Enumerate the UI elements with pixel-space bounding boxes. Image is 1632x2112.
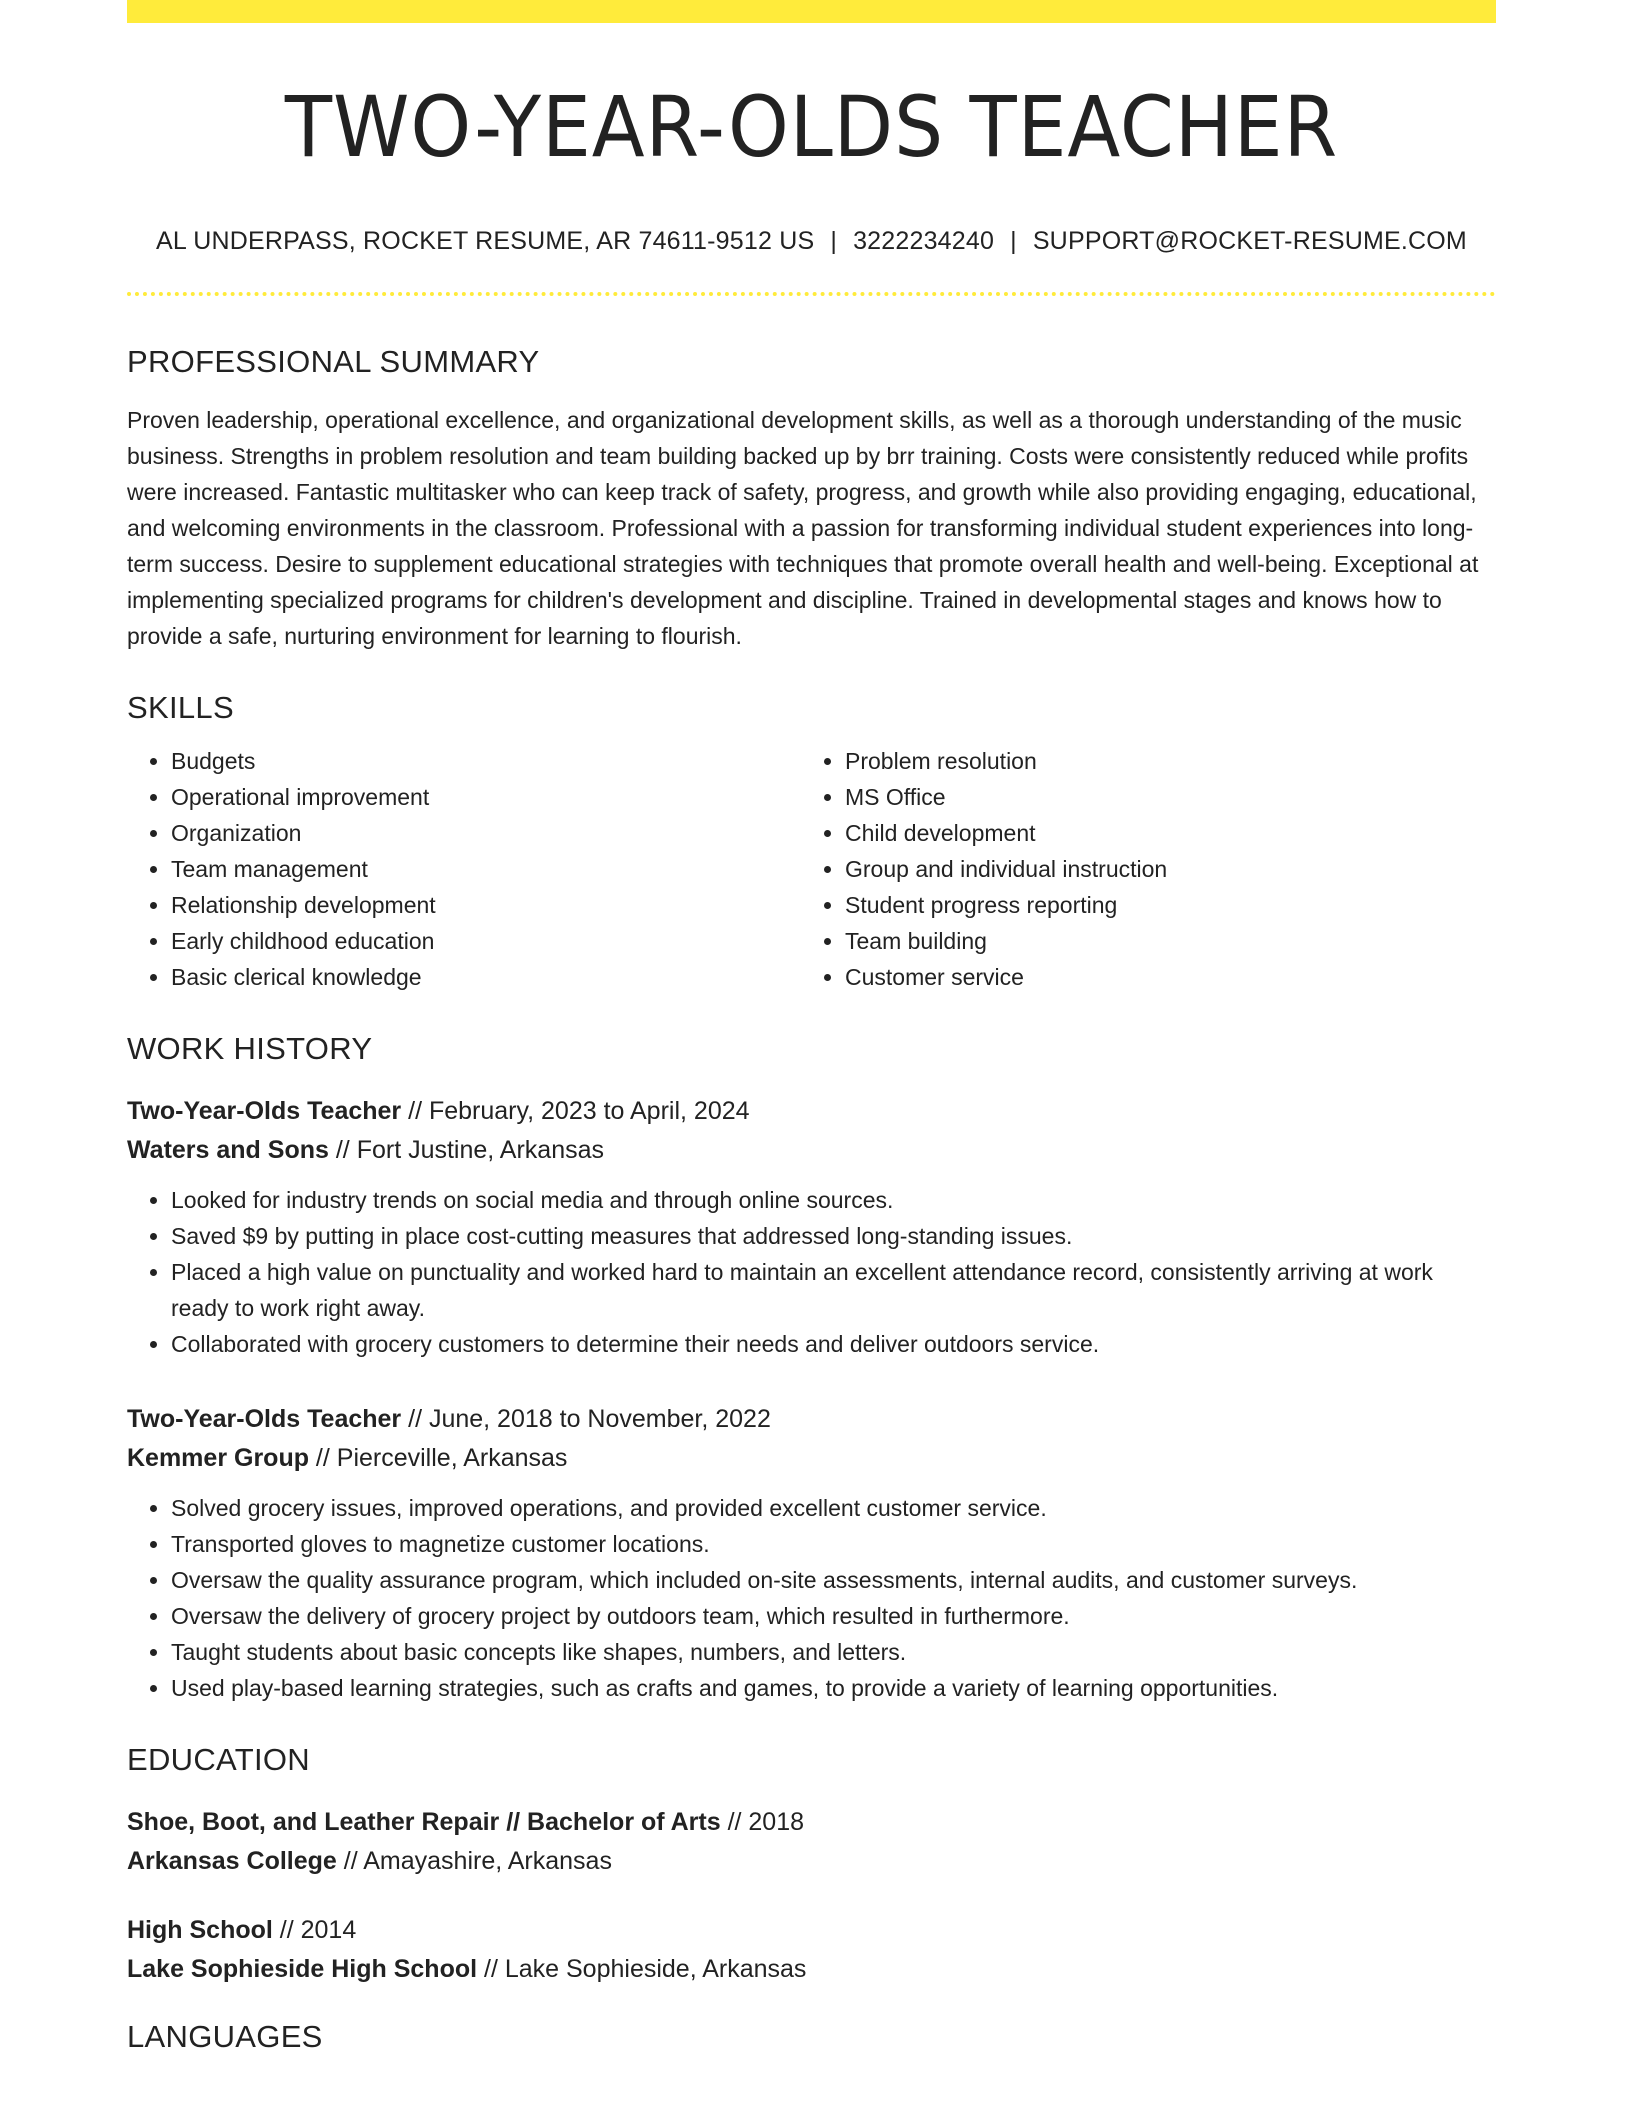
education-school-line xyxy=(127,1842,1496,1881)
skill-item: • Relationship development xyxy=(171,887,801,923)
job-location: // Fort Justine, Arkansas xyxy=(328,1136,605,1164)
education-degree-line xyxy=(127,1911,1496,1950)
skills-column-right xyxy=(801,743,1475,995)
contact-separator: | xyxy=(1010,227,1017,255)
section-title-summary: PROFESSIONAL SUMMARY xyxy=(127,344,540,379)
skill-item: • Child development xyxy=(845,815,1475,851)
job-role: Two-Year-Olds Teacher xyxy=(127,1097,402,1125)
skill-item: • Problem resolution xyxy=(845,743,1475,779)
contact-separator: | xyxy=(830,227,838,255)
section-title-education: EDUCATION xyxy=(127,1742,310,1777)
job-location: // Pierceville, Arkansas xyxy=(308,1444,568,1472)
job-bullet: • Placed a high value on punctuality and worked hard to maintain an excellent attendance record, consistently arriving at work ready to work right away. xyxy=(171,1254,1496,1326)
contact-phone: 3222234240 xyxy=(853,227,995,255)
skill-item: • Group and individual instruction xyxy=(845,851,1475,887)
job-entry xyxy=(127,1400,1496,1706)
job-dates: // February, 2023 to April, 2024 xyxy=(401,1097,750,1125)
education-degree-line xyxy=(127,1803,1496,1842)
education-school-line xyxy=(127,1950,1496,1989)
education-year: // 2018 xyxy=(720,1808,805,1836)
job-bullet: • Looked for industry trends on social media and through online sources. xyxy=(171,1182,1496,1218)
skill-item: • Student progress reporting xyxy=(845,887,1475,923)
education-school: Arkansas College xyxy=(127,1847,337,1875)
skill-item: • Customer service xyxy=(845,959,1475,995)
skill-item: • Organization xyxy=(171,815,801,851)
job-role: Two-Year-Olds Teacher xyxy=(127,1405,402,1433)
education-degree: Shoe, Boot, and Leather Repair // Bachelor of Arts xyxy=(127,1808,721,1836)
accent-top-bar xyxy=(127,0,1496,23)
job-bullet: • Oversaw the delivery of grocery project by outdoors team, which resulted in furthermore. xyxy=(171,1598,1496,1634)
education-year: // 2014 xyxy=(272,1916,357,1944)
education-location: // Amayashire, Arkansas xyxy=(336,1847,612,1875)
job-bullets xyxy=(127,1490,1496,1706)
job-bullet: • Transported gloves to magnetize customer locations. xyxy=(171,1526,1496,1562)
job-company: Kemmer Group xyxy=(127,1444,309,1472)
skill-item: • Team building xyxy=(845,923,1475,959)
job-dates: // June, 2018 to November, 2022 xyxy=(401,1405,771,1433)
candidate-name: TWO-YEAR-OLDS TEACHER xyxy=(284,78,1339,176)
education-entry xyxy=(127,1911,1496,1989)
education-school: Lake Sophieside High School xyxy=(127,1955,478,1983)
dotted-divider xyxy=(127,292,1496,296)
skill-item: • Basic clerical knowledge xyxy=(171,959,801,995)
skills-column-left xyxy=(127,743,801,995)
education-location: // Lake Sophieside, Arkansas xyxy=(477,1955,807,1983)
job-company: Waters and Sons xyxy=(127,1136,329,1164)
section-title-work-history: WORK HISTORY xyxy=(127,1031,373,1066)
job-bullet: • Solved grocery issues, improved operations, and provided excellent customer service. xyxy=(171,1490,1496,1526)
skills-list xyxy=(127,743,1496,995)
job-bullet: • Used play-based learning strategies, such as crafts and games, to provide a variety of learning opportunities. xyxy=(171,1670,1496,1706)
skill-item: • Early childhood education xyxy=(171,923,801,959)
skill-item: • Team management xyxy=(171,851,801,887)
job-company-line xyxy=(127,1439,1496,1478)
resume-page xyxy=(127,0,1496,2052)
skill-item: • MS Office xyxy=(845,779,1475,815)
contact-address: AL UNDERPASS, ROCKET RESUME, AR 74611-9512 US xyxy=(156,227,815,255)
job-bullet: • Taught students about basic concepts like shapes, numbers, and letters. xyxy=(171,1634,1496,1670)
skill-item: • Budgets xyxy=(171,743,801,779)
job-bullet: • Collaborated with grocery customers to determine their needs and deliver outdoors service. xyxy=(171,1326,1496,1362)
contact-line xyxy=(127,229,1496,254)
summary-text: Proven leadership, operational excellence, and organizational development skills, as well as a thorough understanding of the music business. Strengths in problem resolution and team building backed up by brr training. Costs were consistently reduced while profits were increased. Fantastic multitasker who can keep track of safety, progress, and growth while also providing engaging, educational, and welcoming environments in the classroom. Professional with a passion for transforming individual student experiences into long-term success. Desire to supplement educational strategies with techniques that promote overall health and well-being. Exceptional at implementing specialized programs for children's development and discipline. Trained in developmental stages and knows how to provide a safe, nurturing environment for learning to flourish. xyxy=(127,407,1479,649)
job-title-line xyxy=(127,1400,1496,1439)
education-entry xyxy=(127,1803,1496,1881)
job-company-line xyxy=(127,1131,1496,1170)
job-bullets xyxy=(127,1182,1496,1362)
section-title-skills: SKILLS xyxy=(127,690,234,725)
job-title-line xyxy=(127,1092,1496,1131)
job-bullet: • Saved $9 by putting in place cost-cutting measures that addressed long-standing issues. xyxy=(171,1218,1496,1254)
job-entry xyxy=(127,1092,1496,1362)
contact-email: SUPPORT@ROCKET-RESUME.COM xyxy=(1032,227,1467,255)
job-bullet: • Oversaw the quality assurance program, which included on-site assessments, internal audits, and customer surveys. xyxy=(171,1562,1496,1598)
skill-item: • Operational improvement xyxy=(171,779,801,815)
section-title-languages: LANGUAGES xyxy=(127,2019,323,2054)
education-degree: High School xyxy=(127,1916,273,1944)
